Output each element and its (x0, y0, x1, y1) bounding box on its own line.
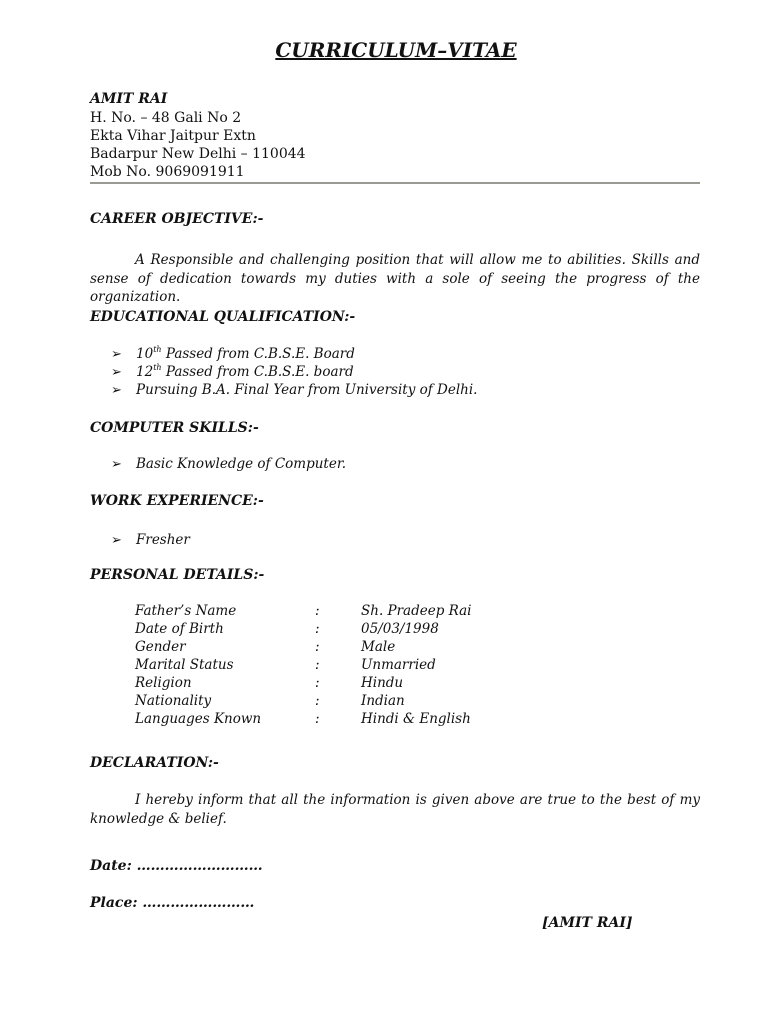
detail-value: Hindi & English (361, 711, 471, 727)
detail-separator: : (315, 621, 320, 637)
signature-name: [AMIT RAI] (542, 915, 633, 931)
declaration-text: I hereby inform that all the information is given above are true to the best of my knowledge & belief. (90, 792, 700, 827)
detail-separator: : (315, 675, 320, 691)
detail-separator: : (315, 693, 320, 709)
work-experience-heading: WORK EXPERIENCE:- (90, 493, 264, 509)
detail-label: Date of Birth (135, 621, 224, 637)
address-line-2: Ekta Vihar Jaitpur Extn (90, 128, 256, 144)
arrow-bullet-icon: ➢ (111, 383, 122, 398)
detail-label: Languages Known (135, 711, 262, 727)
career-objective-heading: CAREER OBJECTIVE:- (90, 211, 264, 227)
education-item: ➢ 12th Passed from C.B.S.E. board (111, 363, 354, 380)
candidate-name: AMIT RAI (90, 91, 168, 107)
declaration-heading: DECLARATION:- (90, 755, 219, 771)
education-item: ➢ 10th Passed from C.B.S.E. Board (111, 345, 355, 362)
detail-value: Unmarried (361, 657, 436, 673)
detail-label: Gender (135, 639, 186, 655)
detail-label: Father’s Name (135, 603, 237, 619)
detail-value: 05/03/1998 (361, 621, 439, 637)
detail-separator: : (315, 711, 320, 727)
career-objective-text: A Responsible and challenging position that will allow me to abilities. Skills and sense of dedication towards my duties with a sole of seeing the progress of the organization. (90, 252, 700, 305)
header-divider (90, 182, 700, 184)
computer-skills-heading: COMPUTER SKILLS:- (90, 420, 259, 436)
detail-label: Marital Status (135, 657, 234, 673)
detail-value: Indian (361, 693, 405, 709)
detail-value: Hindu (361, 675, 404, 691)
detail-label: Religion (135, 675, 192, 691)
work-experience-item: ➢ Fresher (111, 532, 190, 548)
detail-separator: : (315, 603, 320, 619)
address-line-1: H. No. – 48 Gali No 2 (90, 110, 242, 126)
document-title: CURRICULUM–VITAE (275, 38, 517, 62)
address-line-3: Badarpur New Delhi – 110044 (90, 146, 306, 162)
education-item: ➢ Pursuing B.A. Final Year from University of Delhi. (111, 382, 478, 398)
detail-value: Male (361, 639, 396, 655)
arrow-bullet-icon: ➢ (111, 365, 122, 380)
detail-separator: : (315, 639, 320, 655)
arrow-bullet-icon: ➢ (111, 457, 122, 472)
education-heading: EDUCATIONAL QUALIFICATION:- (90, 309, 356, 325)
arrow-bullet-icon: ➢ (111, 533, 122, 548)
personal-details-heading: PERSONAL DETAILS:- (90, 567, 265, 583)
arrow-bullet-icon: ➢ (111, 347, 122, 362)
mobile-number: Mob No. 9069091911 (90, 164, 245, 180)
detail-value: Sh. Pradeep Rai (361, 603, 472, 619)
detail-separator: : (315, 657, 320, 673)
date-field: Date: ……………………… (90, 858, 263, 874)
place-field: Place: …………………… (90, 895, 255, 911)
computer-skill-item: ➢ Basic Knowledge of Computer. (111, 456, 347, 472)
detail-label: Nationality (135, 693, 212, 709)
